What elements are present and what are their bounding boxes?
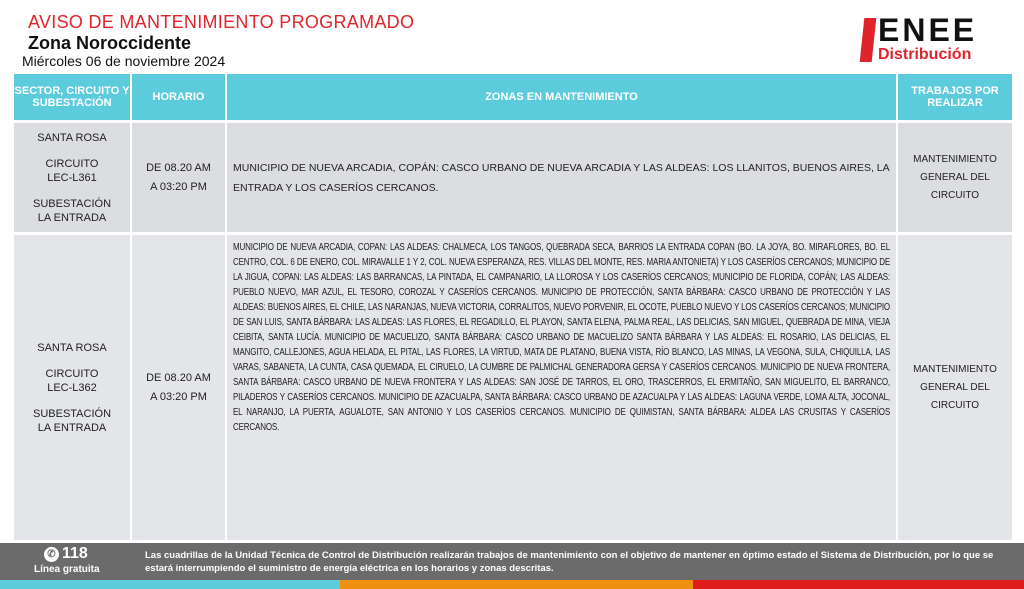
logo-sub: Distribución [878,46,972,63]
substation: SUBESTACIÓN LA ENTRADA [32,197,112,224]
stripe-red [693,580,1024,589]
col-header-sector: SECTOR, CIRCUITO Y SUBESTACIÓN [14,74,130,120]
col-header-zones: ZONAS EN MANTENIMIENTO [227,74,896,120]
work-cell [898,123,1012,232]
zone-title: Zona Noroccidente [28,33,192,53]
col-header-work: TRABAJOS POR REALIZAR [898,74,1012,120]
logo-name: ENEE [878,12,978,48]
time-to: A 03:20 PM [150,390,207,403]
time-to: A 03:20 PM [150,180,207,193]
sector: SANTA ROSA [37,131,107,144]
stripe-cyan [0,580,340,589]
work-cell [898,235,1012,540]
col-header-time: HORARIO [132,74,225,120]
logo-mark-icon [860,18,877,62]
time-cell [132,123,225,232]
work-text: MANTENIMIENTO GENERAL DEL CIRCUITO [913,153,997,201]
sector-cell [14,235,130,540]
enee-logo [860,14,1010,66]
time-from: DE 08.20 AM [146,161,211,174]
footer-bar [0,543,1024,580]
phone-icon: ✆ [44,547,59,562]
sector-cell [14,123,130,232]
zones-cell-wrap [227,123,896,232]
zones-text: MUNICIPIO DE NUEVA ARCADIA, COPÁN: CASCO URBANO DE NUEVA ARCADIA Y LAS ALDEAS: LOS LLANITOS, BUENOS AIRES, LA ENTRADA Y LOS CASERÍOS CERCANOS. [233,161,890,194]
time-cell [132,235,225,540]
sector: SANTA ROSA [37,341,107,354]
table-row [14,123,1012,232]
notice-date: Miércoles 06 de noviembre 2024 [22,53,226,69]
notice-title: AVISO DE MANTENIMIENTO PROGRAMADO [28,12,415,32]
hotline [44,545,88,563]
circuit: CIRCUITO LEC-L361 [45,157,99,184]
zones-cell-wrap [227,235,896,540]
zones-cell: MUNICIPIO DE NUEVA ARCADIA, COPAN: LAS ALDEAS: CHALMECA, LOS TANGOS, QUEBRADA SECA, BARRIOS LA ENTRADA COPAN (BO. LA JOYA, BO. MIRAFLORES, BO. EL CENTRO, COL. 6 DE ENERO, COL. MIRAVALLE 1 Y 2, COL. NUEVA ESPERANZA, RES. VILLAS DEL MONTE, RES. MARIA ANTONIETA) Y LOS CASERÍOS CERCANOS; MUNICIPIO DE LA JIGUA, COPAN: LAS ALDEAS: LAS BARRANCAS, LA PINTADA, EL CAMPANARIO, LA LLOROSA Y LOS CASERÍOS CERCANOS; MUNICIPIO DE FLORIDA, COPÁN; LAS ALDEAS: PUEBLO NUEVO, MAR AZUL, EL TESORO, COROZAL Y CASERÍOS CERCANOS. MUNICIPIO DE PROTECCIÓN, SANTA BÁRBARA: CASCO URBANO DE PROTECCIÓN Y LAS ALDEAS: BUENOS AIRES, EL CHILE, LAS NARANJAS, NUEVA VICTORIA, CORRALITOS, NUEVO PORVENIR, EL OCOTE, PUEBLO NUEVO Y LOS CASERÍOS CERCANOS; MUNICIPIO DE SAN LUIS, SANTA BÁRBARA: LAS ALDEAS: LAS FLORES, EL REGADILLO, EL PLAYON, SANTA ELENA, PALMA REAL, LAS DELICIAS, SAN MIGUEL, QUEBRADA DE MINA, VIEJA CEIBITA, SANTA LUCÍA. MUNICIPIO DE MACUELIZO, SANTA BÁRBARA: CASCO URBANO DE MACUELIZO SANTA BÁRBARA Y LAS ALDEAS: EL ROSARIO, LAS DELICIAS, EL MANGITO, CALLEJONES, AGUA HELADA, EL PITAL, LAS FLORES, LA VIRTUD, MATA DE PLATANO, BUENA VISTA, RÍO BLANCO, LAS MINAS, LA VEGONA, SULA, CHIQUILLA, LAS VARAS, SABANETA, LA CUNTA, CASA QUEMADA, EL CIRUELO, LA CUMBRE DE PALMICHAL GENERADORA GERSA Y CASERÍOS CERCANOS. MUNICIPIO DE NUEVA FRONTERA, SANTA BÁRBARA: CASCO URBANO DE NUEVA FRONTERA Y LAS ALDEAS: SAN JOSÉ DE TARROS, EL ORO, TRASCERROS, EL ERMITAÑO, SAN MIGUELITO, EL BARRANCO, PILADEROS Y CASERÍOS CERCANOS. MUNICIPIO DE AZACUALPA, SANTA BÁRBARA: CASCO URBANO DE AZACUALPA Y LAS ALDEAS: LAGUNA VERDE, LOMA ALTA, JOCONAL, EL NARANJO, LA PUERTA, AGUALOTE, SAN ANTONIO Y LOS CASERÍOS CERCANOS. MUNICIPIO DE QUIMISTAN, SANTA BÁRBARA: ALDEA LAS CRUSITAS Y CASERÍOS CERCANOS. [233,242,890,433]
footer-text: Las cuadrillas de la Unidad Técnica de Control de Distribución realizarán trabajos de mantenimiento con el objetivo de mantener en óptimo estado el Sistema de Distribución, por lo que se estará interrumpiendo el suministro de energía eléctrica en los horarios y zonas descritas. [145,550,994,574]
hotline-number: 118 [62,545,88,562]
circuit: CIRCUITO LEC-L362 [45,367,99,394]
maintenance-table [14,74,1012,540]
table-header [14,74,1012,120]
stripe-orange [340,580,693,589]
work-text: MANTENIMIENTO GENERAL DEL CIRCUITO [913,363,997,411]
time-from: DE 08.20 AM [146,371,211,384]
table-row [14,235,1012,540]
substation: SUBESTACIÓN LA ENTRADA [32,407,112,434]
hotline-label: Línea gratuita [34,564,100,575]
